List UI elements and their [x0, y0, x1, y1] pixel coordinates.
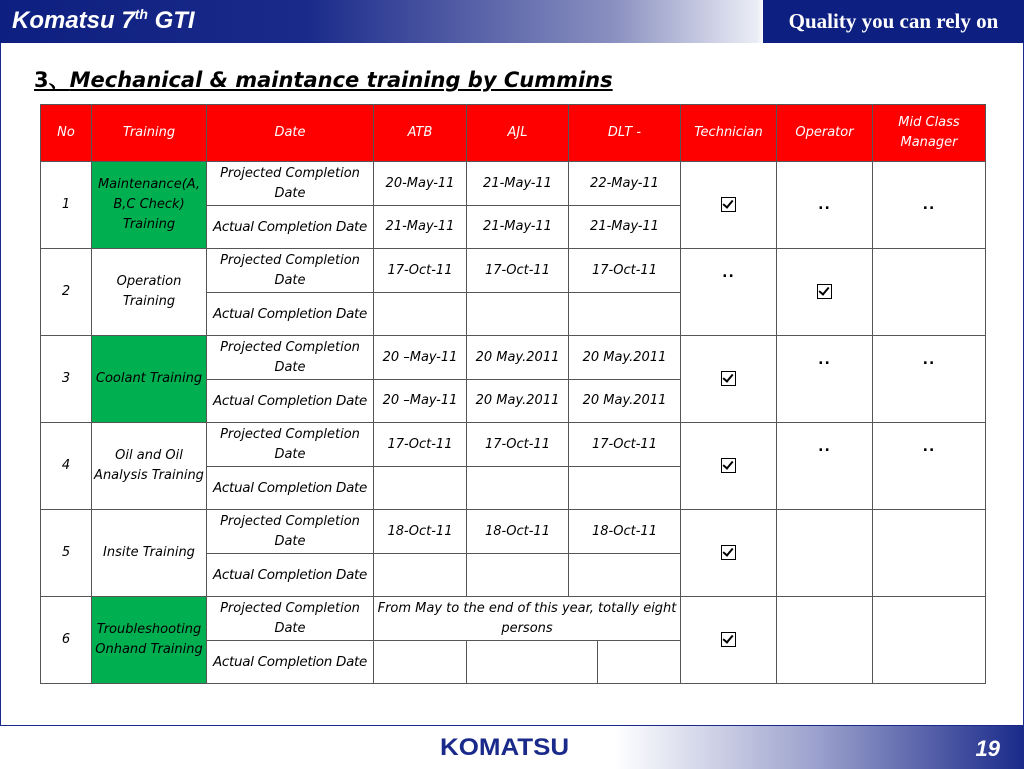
manager-cell [873, 423, 986, 510]
header-dlt: DLT - [569, 105, 681, 162]
checkbox-checked-icon [817, 284, 832, 299]
dots-mark: .. [922, 352, 936, 368]
dots-mark: .. [922, 196, 936, 213]
technician-cell [681, 249, 777, 336]
technician-cell [681, 510, 777, 597]
row-no: 6 [41, 597, 92, 684]
checkbox-checked-icon [721, 197, 736, 212]
atb-actual: 20 –May-11 [374, 380, 467, 423]
row-no: 2 [41, 249, 92, 336]
dlt-actual [569, 554, 681, 597]
row-no: 5 [41, 510, 92, 597]
date-type-projected: Projected Completion Date [207, 423, 374, 467]
ajl-projected: 17-Oct-11 [467, 249, 569, 293]
header-training: Training [92, 105, 207, 162]
ajl-actual: 21-May-11 [467, 206, 569, 249]
technician-cell [681, 597, 777, 684]
dlt-actual: 21-May-11 [569, 206, 681, 249]
dlt-actual: 20 May.2011 [569, 380, 681, 423]
ajl-projected: 17-Oct-11 [467, 423, 569, 467]
row-training: Oil and Oil Analysis Training [92, 423, 207, 510]
table-row [41, 597, 986, 641]
atb-actual [374, 641, 467, 684]
training-table [40, 104, 986, 684]
row-training: Insite Training [92, 510, 207, 597]
date-type-actual: Actual Completion Date [207, 293, 374, 336]
header-bar [0, 0, 1024, 43]
row-training: Operation Training [92, 249, 207, 336]
operator-cell [777, 510, 873, 597]
dlt-actual [569, 467, 681, 510]
tagline: Quality you can rely on [788, 9, 999, 33]
brand-suffix: GTI [147, 7, 195, 34]
ajl-actual [467, 554, 569, 597]
table-row [41, 249, 986, 293]
checkbox-checked-icon [721, 371, 736, 386]
projected-merged-note: From May to the end of this year, totally eight persons [374, 597, 681, 641]
header-mid-class-manager: Mid Class Manager [873, 105, 986, 162]
heading-text: Mechanical & maintance training by Cummins [69, 68, 613, 92]
dlt-projected: 22-May-11 [569, 162, 681, 206]
manager-cell [873, 249, 986, 336]
technician-cell [681, 336, 777, 423]
dlt-projected: 17-Oct-11 [569, 423, 681, 467]
date-type-actual: Actual Completion Date [207, 206, 374, 249]
table-header-row [41, 105, 986, 162]
ajl-projected: 18-Oct-11 [467, 510, 569, 554]
ajl-dlt-actual [467, 641, 681, 684]
atb-actual [374, 467, 467, 510]
manager-cell [873, 510, 986, 597]
dlt-actual [598, 641, 680, 683]
table-row [41, 510, 986, 554]
page-number: 19 [975, 736, 1000, 761]
header-operator: Operator [777, 105, 873, 162]
dlt-actual [569, 293, 681, 336]
atb-projected: 20 –May-11 [374, 336, 467, 380]
dots-mark: .. [722, 265, 735, 281]
atb-projected: 17-Oct-11 [374, 423, 467, 467]
date-type-actual: Actual Completion Date [207, 554, 374, 597]
date-type-actual: Actual Completion Date [207, 641, 374, 684]
ajl-projected: 21-May-11 [467, 162, 569, 206]
ajl-actual: 20 May.2011 [467, 380, 569, 423]
manager-cell [873, 162, 986, 249]
heading-number: 3、 [34, 68, 70, 92]
checkbox-checked-icon [721, 545, 736, 560]
dlt-projected: 17-Oct-11 [569, 249, 681, 293]
atb-projected: 17-Oct-11 [374, 249, 467, 293]
table-row [41, 336, 986, 380]
technician-cell [681, 162, 777, 249]
tagline-box [763, 0, 1024, 43]
atb-projected: 18-Oct-11 [374, 510, 467, 554]
dots-mark: .. [818, 439, 831, 455]
date-type-actual: Actual Completion Date [207, 467, 374, 510]
atb-projected: 20-May-11 [374, 162, 467, 206]
ajl-actual [467, 293, 569, 336]
ajl-actual [467, 467, 569, 510]
header-no: No [41, 105, 92, 162]
atb-actual [374, 554, 467, 597]
date-type-actual: Actual Completion Date [207, 380, 374, 423]
manager-cell [873, 336, 986, 423]
date-type-projected: Projected Completion Date [207, 249, 374, 293]
header-date: Date [207, 105, 374, 162]
operator-cell [777, 336, 873, 423]
technician-cell [681, 423, 777, 510]
header-technician: Technician [681, 105, 777, 162]
operator-cell [777, 423, 873, 510]
atb-actual: 21-May-11 [374, 206, 467, 249]
brand-title [12, 6, 195, 36]
header-atb: ATB [374, 105, 467, 162]
date-type-projected: Projected Completion Date [207, 597, 374, 641]
ajl-actual [467, 641, 598, 683]
date-type-projected: Projected Completion Date [207, 510, 374, 554]
dlt-projected: 18-Oct-11 [569, 510, 681, 554]
row-no: 4 [41, 423, 92, 510]
checkbox-checked-icon [721, 632, 736, 647]
row-training: Troubleshooting Onhand Training [92, 597, 207, 684]
checkbox-checked-icon [721, 458, 736, 473]
brand-superscript: th [134, 6, 148, 22]
ajl-projected: 20 May.2011 [467, 336, 569, 380]
row-training: Coolant Training [92, 336, 207, 423]
table-row [41, 162, 986, 206]
split-cell [467, 641, 680, 683]
atb-actual [374, 293, 467, 336]
date-type-projected: Projected Completion Date [207, 336, 374, 380]
dots-mark: .. [818, 196, 831, 213]
operator-cell [777, 162, 873, 249]
row-no: 1 [41, 162, 92, 249]
dlt-projected: 20 May.2011 [569, 336, 681, 380]
row-no: 3 [41, 336, 92, 423]
operator-cell [777, 249, 873, 336]
dots-mark: .. [922, 439, 936, 455]
manager-cell [873, 597, 986, 684]
dots-mark: .. [818, 352, 831, 368]
komatsu-logo: KOMATSU [440, 734, 570, 761]
operator-cell [777, 597, 873, 684]
table-row [41, 423, 986, 467]
header-ajl: AJL [467, 105, 569, 162]
slide-heading [34, 64, 613, 94]
date-type-projected: Projected Completion Date [207, 162, 374, 206]
brand-text: Komatsu 7 [12, 7, 135, 34]
row-training: Maintenance(A, B,C Check) Training [92, 162, 207, 249]
